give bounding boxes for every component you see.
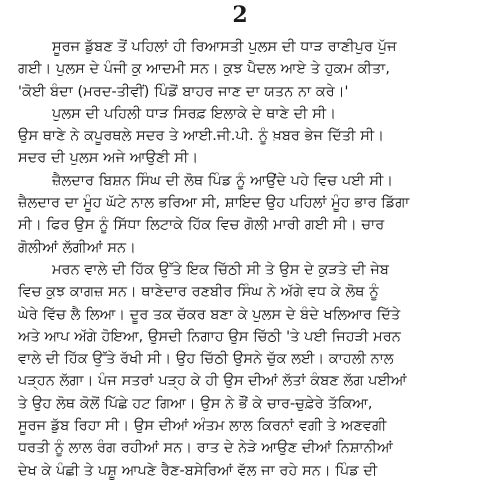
text-line: ਅਤੇ ਆਪ ਅੱਗੇ ਹੋਇਆ, ਉਸਦੀ ਨਿਗਾਹ ਉਸ ਚਿੱਠੀ 'ਤੇ ਪਈ ਜਿਹੜੀ ਮਰਨ	[18, 328, 401, 345]
text-line: ਸਦਰ ਦੀ ਪੁਲਸ ਅਜੇ ਆਉਣੀ ਸੀ।	[18, 150, 199, 167]
text-line: ਤੇ ਉਹ ਲੋਥ ਕੋਲੋਂ ਪਿੱਛੇ ਹਟ ਗਿਆ। ਉਸ ਨੇ ਭੌਂ ਕੇ ਚਾਰ-ਚੁਫ਼ੇਰੇ ਤੱਕਿਆ,	[18, 395, 373, 412]
text-line: ਪੜ੍ਹਨ ਲੱਗਾ। ਪੰਜ ਸਤਰਾਂ ਪੜ੍ਹ ਕੇ ਹੀ ਉਸ ਦੀਆਂ ਲੱਤਾਂ ਕੰਬਣ ਲੱਗ ਪਈਆਂ	[18, 373, 407, 390]
text-line: ਪੁਲਸ ਦੀ ਪਹਿਲੀ ਧਾੜ ਸਿਰਫ਼ ਇਲਾਕੇ ਦੇ ਥਾਣੇ ਦੀ ਸੀ।	[52, 105, 337, 122]
text-line: ਉਸ ਥਾਣੇ ਨੇ ਕਪੂਰਥਲੇ ਸਦਰ ਤੇ ਆਈ.ਜੀ.ਪੀ. ਨੂੰ ਖ਼ਬਰ ਭੇਜ ਦਿੱਤੀ ਸੀ।	[18, 128, 384, 145]
text-line: 'ਕੋਈ ਬੰਦਾ (ਮਰਦ-ਤੀਵੀਂ) ਪਿੰਡੋਂ ਬਾਹਰ ਜਾਣ ਦਾ ਯਤਨ ਨਾ ਕਰੇ।'	[18, 83, 349, 100]
text-line: ਗੋਲੀਆਂ ਲੱਗੀਆਂ ਸਨ।	[18, 239, 136, 256]
body-text	[18, 36, 480, 480]
text-line: ਵਾਲੇ ਦੀ ਹਿੱਕ ਉੱਤੇ ਰੱਖੀ ਸੀ। ਉਹ ਚਿੱਠੀ ਉਸਨੇ ਚੁੱਕ ਲਈ। ਕਾਹਲੀ ਨਾਲ	[18, 351, 394, 368]
text-line: ਦੇਖ ਕੇ ਪੰਛੀ ਤੇ ਪਸ਼ੂ ਆਪਣੇ ਰੈਣ-ਬਸੇਰਿਆਂ ਵੱਲ ਜਾ ਰਹੇ ਸਨ। ਪਿੰਡ ਦੀ	[18, 462, 378, 479]
text-line: ਸੂਰਜ ਡੁੱਬਣ ਤੋਂ ਪਹਿਲਾਂ ਹੀ ਰਿਆਸਤੀ ਪੁਲਸ ਦੀ ਧਾੜ ਰਾਣੀਪੁਰ ਪੁੱਜ	[52, 39, 397, 55]
text-line: ਸੀ। ਫਿਰ ਉਸ ਨੂੰ ਸਿੱਧਾ ਲਿਟਾਕੇ ਹਿੱਕ ਵਿਚ ਗੋਲੀ ਮਾਰੀ ਗਈ ਸੀ। ਚਾਰ	[18, 217, 385, 234]
text-line: ਗਈ। ਪੁਲਸ ਦੇ ਪੰਜੀ ਕੁ ਆਦਮੀ ਸਨ। ਕੁਝ ਪੈਦਲ ਆਏ ਤੇ ਹੁਕਮ ਕੀਤਾ,	[18, 61, 391, 78]
text-line: ਜ਼ੈਲਦਾਰ ਦਾ ਮੂੰਹ ਘੱਟੇ ਨਾਲ ਭਰਿਆ ਸੀ, ਸ਼ਾਇਦ ਉਹ ਪਹਿਲਾਂ ਮੂੰਹ ਭਾਰ ਡਿੱਗਾ	[18, 195, 410, 212]
text-line: ਧਰਤੀ ਨੂੰ ਲਾਲ ਰੰਗ ਰਹੀਆਂ ਸਨ। ਰਾਤ ਦੇ ਨੇੜੇ ਆਉਣ ਦੀਆਂ ਨਿਸ਼ਾਨੀਆਂ	[18, 440, 393, 457]
text-line: ਜ਼ੈਲਦਾਰ ਬਿਸ਼ਨ ਸਿੰਘ ਦੀ ਲੋਥ ਪਿੰਡ ਨੂੰ ਆਉਂਦੇ ਪਹੇ ਵਿਚ ਪਈ ਸੀ।	[52, 172, 394, 189]
text-line: ਵਿਚ ਕੁਝ ਕਾਗਜ਼ ਸਨ। ਥਾਣੇਦਾਰ ਰਣਬੀਰ ਸਿੰਘ ਨੇ ਅੱਗੇ ਵਧ ਕੇ ਲੋਥ ਨੂੰ	[18, 284, 379, 301]
page-number: 2	[232, 2, 248, 28]
text-line: ਸੂਰਜ ਡੁੱਬ ਰਿਹਾ ਸੀ। ਉਸ ਦੀਆਂ ਅੰਤਮ ਲਾਲ ਕਿਰਨਾਂ ਵਗੀ ਤੇ ਅਣਵਗੀ	[18, 418, 387, 435]
text-line: ਘੇਰੇ ਵਿੱਚ ਲੈ ਲਿਆ। ਦੂਰ ਤਕ ਚੱਕਰ ਬਣਾ ਕੇ ਪੁਲਸ ਦੇ ਬੰਦੇ ਖਲਿਆਰ ਦਿੱਤੇ	[18, 306, 401, 323]
text-line: ਮਰਨ ਵਾਲੇ ਦੀ ਹਿੱਕ ਉੱਤੇ ਇਕ ਚਿੱਠੀ ਸੀ ਤੇ ਉਸ ਦੇ ਕੁੜਤੇ ਦੀ ਜੇਬ	[52, 261, 389, 278]
